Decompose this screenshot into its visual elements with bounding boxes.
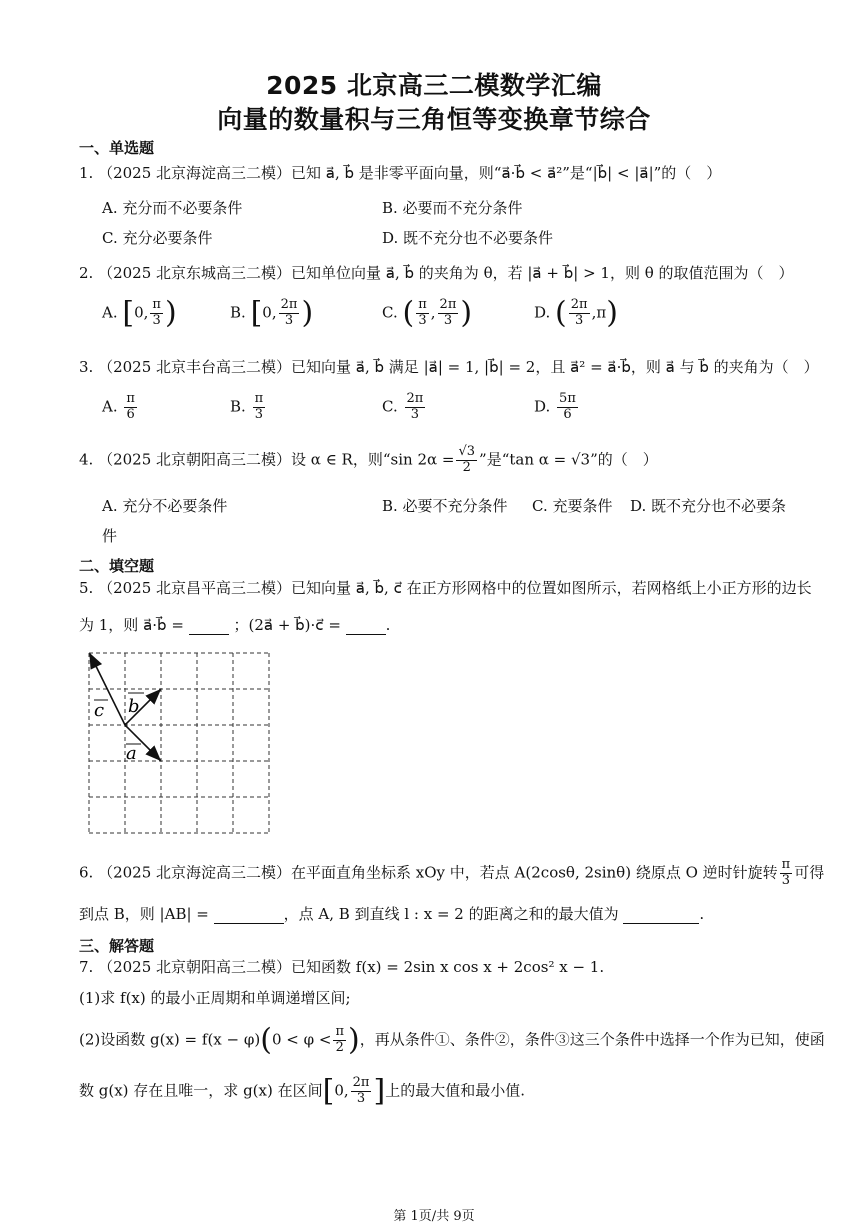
question-2-option-b (230, 295, 314, 331)
numerator: 2π (352, 1075, 370, 1090)
denominator: 3 (152, 312, 161, 328)
bracket: ( (555, 295, 567, 331)
option-label: D. (534, 397, 551, 416)
vector-c-label: c (94, 700, 105, 721)
interval-part: 0, (262, 303, 277, 322)
numerator: π (781, 857, 791, 872)
vector-b-label: b (128, 696, 140, 717)
fraction (279, 298, 300, 329)
answer-blank[interactable] (189, 634, 229, 635)
bracket: ) (460, 295, 473, 331)
bracket: ( (260, 1022, 272, 1058)
denominator: 3 (284, 312, 294, 328)
fraction (438, 298, 459, 329)
denominator: 3 (443, 312, 453, 328)
numerator: π (418, 297, 427, 312)
interval-part: ,π (591, 303, 607, 322)
bracket: ) (164, 295, 177, 331)
question-2-option-a (102, 295, 177, 331)
numerator: 5π (559, 391, 576, 406)
interval-part: 0, (134, 303, 149, 322)
answer-blank[interactable] (346, 634, 386, 635)
question-6-stem-line1 (79, 858, 824, 889)
numerator: √3 (458, 444, 476, 459)
bracket: ) (347, 1022, 360, 1058)
question-6-text-a: 6. （2025 北京海淀高三二模）在平面直角坐标系 xOy 中，若点 A(2cosθ, 2sinθ) 绕原点 O 逆时针旋转 (79, 863, 778, 882)
section-heading-solution: 三、解答题 (79, 937, 155, 955)
fraction (557, 392, 578, 423)
question-4-option-d-wrap: 件 (102, 527, 118, 545)
question-3-stem: 3. （2025 北京丰台高三二模）已知向量 a⃗, b⃗ 满足 |a⃗| = 1, |b⃗| = 2，且 a⃗² = a⃗·b⃗，则 a⃗ 与 b⃗ 的夹角为（ ） (79, 358, 819, 376)
question-1-option-b: B. 必要而不充分条件 (382, 199, 523, 217)
question-1-stem: 1. （2025 北京海淀高三二模）已知 a⃗, b⃗ 是非零平面向量，则“a⃗·b⃗ < a⃗²”是“|b⃗| < |a⃗|”的（ ） (79, 164, 722, 182)
fraction (351, 1076, 372, 1107)
question-1-option-d: D. 既不充分也不必要条件 (382, 229, 554, 247)
question-5-stem-line2 (79, 614, 390, 635)
option-label: D. (534, 303, 551, 322)
question-3-option-b (230, 392, 267, 423)
question-6-text-d: ，点 A, B 到直线 l : x = 2 的距离之和的最大值为 (283, 905, 619, 923)
denominator: 3 (575, 312, 584, 328)
question-3-option-d (534, 392, 580, 423)
interval-part: 0, (334, 1081, 349, 1100)
interval-comma: , (430, 303, 436, 322)
fraction (150, 298, 163, 329)
bracket: [ (250, 295, 263, 331)
question-7-part-2 (79, 1022, 825, 1058)
question-3-option-a (102, 392, 139, 423)
bracket: ) (606, 295, 618, 331)
option-label: C. (382, 397, 398, 416)
question-4-text-post: ”是“tan α = √3”的（ ） (479, 450, 658, 469)
fraction (333, 1025, 346, 1056)
question-2-stem: 2. （2025 北京东城高三二模）已知单位向量 a⃗, b⃗ 的夹角为 θ，若 |a⃗ + b⃗| > 1，则 θ 的取值范围为（ ） (79, 264, 794, 282)
question-4-option-d: D. 既不充分也不必要条 (630, 497, 787, 515)
question-4-option-b: B. 必要不充分条件 (382, 497, 508, 515)
fraction (253, 392, 266, 423)
option-label: A. (102, 397, 118, 416)
question-7-part-2-text-c: 数 g(x) 存在且唯一，求 g(x) 在区间 (79, 1081, 323, 1100)
page-number: 第 1页/共 9页 (393, 1209, 475, 1224)
question-7-part-2-line2 (79, 1073, 525, 1109)
option-label: B. (230, 397, 246, 416)
numerator: 2π (406, 391, 424, 406)
option-label: C. (382, 303, 398, 322)
question-4-option-a: A. 充分不必要条件 (102, 497, 228, 515)
numerator: π (254, 391, 264, 406)
denominator: 6 (563, 406, 572, 422)
question-1-option-a: A. 充分而不必要条件 (102, 199, 243, 217)
denominator: 2 (335, 1039, 344, 1055)
option-label: B. (230, 303, 246, 322)
fraction (416, 298, 429, 329)
question-1-option-c: C. 充分必要条件 (102, 229, 213, 247)
question-6-period: . (699, 905, 705, 923)
numerator: π (152, 297, 161, 312)
numerator: 2π (439, 297, 457, 312)
answer-blank[interactable] (214, 923, 284, 924)
numerator: 2π (280, 297, 298, 312)
fraction (124, 392, 137, 423)
question-5-period: . (385, 616, 391, 634)
question-5-stem-line1: 5. （2025 北京昌平高三二模）已知向量 a⃗, b⃗, c⃗ 在正方形网格中的位置如图所示，若网格纸上小正方形的边长 (79, 579, 812, 597)
answer-blank[interactable] (623, 923, 699, 924)
question-7-stem: 7. （2025 北京朝阳高三二模）已知函数 f(x) = 2sin x cos x + 2cos² x − 1. (79, 958, 605, 976)
denominator: 3 (254, 406, 263, 422)
denominator: 3 (781, 872, 791, 888)
fraction (780, 858, 793, 889)
question-7-part-2-text-a: (2)设函数 g(x) = f(x − φ) (79, 1030, 261, 1049)
question-6-stem-line2 (79, 903, 704, 924)
doc-title-line2: 向量的数量积与三角恒等变换章节综合 (217, 105, 651, 134)
question-5-part-b: ；(2a⃗ + b⃗)·c⃗ = (233, 616, 341, 634)
grid-lines (89, 653, 269, 833)
bracket: ) (301, 295, 314, 331)
option-label: A. (102, 303, 118, 322)
denominator: 3 (410, 406, 420, 422)
question-2-option-d (534, 295, 618, 331)
question-7-condition: 0 < φ < (271, 1030, 332, 1049)
question-7-part-2-text-d: 上的最大值和最小值. (385, 1081, 525, 1100)
bracket: [ (322, 1073, 335, 1109)
bracket: [ (122, 295, 135, 331)
vector-a-label: a (126, 743, 137, 764)
question-2-option-c (382, 295, 473, 331)
question-7-part-1: (1)求 f(x) 的最小正周期和单调递增区间; (79, 989, 351, 1007)
section-heading-single-choice: 一、单选题 (79, 139, 155, 157)
denominator: 3 (418, 312, 427, 328)
denominator: 3 (356, 1090, 366, 1106)
bracket: ] (373, 1073, 386, 1109)
bracket: ( (402, 295, 415, 331)
question-4-option-c: C. 充要条件 (532, 497, 613, 515)
numerator: π (335, 1024, 344, 1039)
question-7-part-2-text-b: ，再从条件①、条件②，条件③这三个条件中选择一个作为已知，使函 (359, 1030, 825, 1049)
section-heading-fill-in: 二、填空题 (79, 557, 155, 575)
numerator: 2π (570, 297, 588, 312)
question-4-text-pre: 4. （2025 北京朝阳高三二模）设 α ∈ R，则“sin 2α = (79, 450, 455, 469)
question-6-text-c: 到点 B，则 |AB| = (79, 905, 209, 923)
numerator: π (126, 391, 135, 406)
question-4-stem (79, 445, 658, 476)
fraction (405, 392, 426, 423)
question-6-text-b: 可得 (794, 863, 825, 882)
fraction (569, 298, 590, 329)
question-3-option-c (382, 392, 427, 423)
denominator: 6 (126, 406, 135, 422)
vector-grid-figure (86, 650, 276, 836)
doc-title-line1: 2025 北京高三二模数学汇编 (266, 71, 602, 100)
fraction (456, 445, 477, 476)
question-5-part-a: 为 1，则 a⃗·b⃗ = (79, 616, 184, 634)
denominator: 2 (462, 459, 471, 475)
